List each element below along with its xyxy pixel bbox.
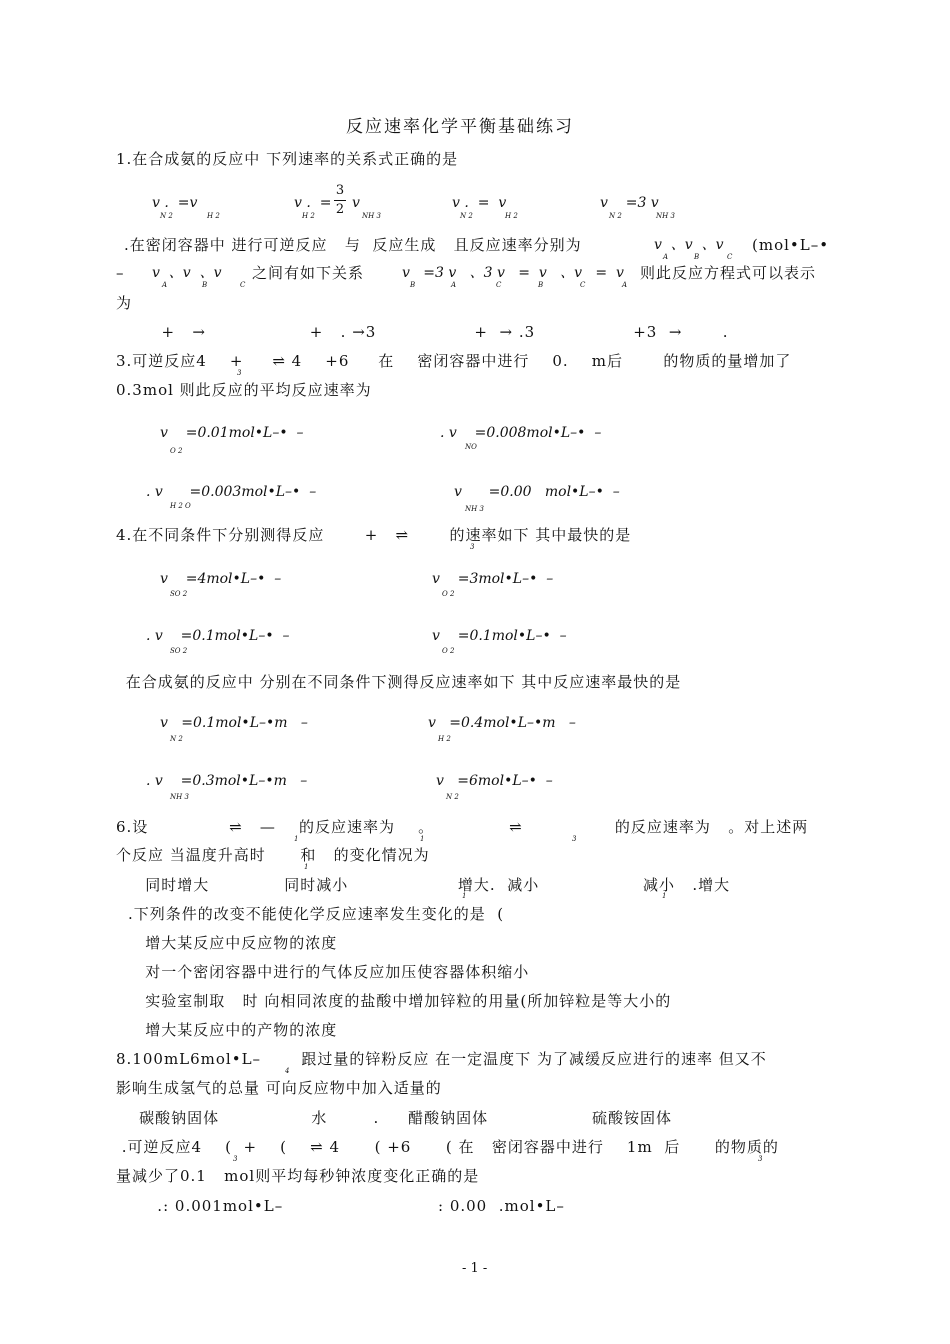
q3-c-sub: H 2 O — [170, 502, 191, 510]
q6-line1-sub2: 1 — [420, 835, 425, 843]
page-number: - 1 - — [462, 1261, 488, 1276]
q6-options: 同时增大 同时减小 增大. 减小 减小 .增大 — [128, 876, 731, 894]
q2-rel-sub-2: A — [451, 281, 457, 289]
q4-option-d: v =0.1mol•L–• – — [432, 628, 567, 644]
q1-option-c: v . = v — [452, 195, 507, 211]
q6-options-sub1: 1 — [462, 892, 467, 900]
q2-line2-sub-c: C — [240, 281, 246, 289]
q9-option-b: : 0.00 .mol•L– — [438, 1197, 565, 1215]
q1-b-frac-den: 2 — [335, 202, 345, 217]
q5-c-sub: NH 3 — [170, 793, 189, 801]
q6-line1: 6.设 ⇌ — 的反应速率为 。 ⇌ 的反应速率为 。对上述两 — [116, 818, 809, 836]
q5-option-a: v =0.1mol•L–•m – — [160, 715, 308, 731]
q7-option-b: 对一个密闭容器中进行的气体反应加压使容器体积缩小 — [128, 963, 530, 981]
q7-stem: .下列条件的改变不能使化学反应速率发生变化的是 ( — [128, 905, 505, 923]
q9-line1-sub1: 3 — [233, 1155, 238, 1163]
q6-line2-sub: 1 — [304, 863, 309, 871]
q5-a-sub: N 2 — [170, 735, 183, 743]
q4-option-a: v =4mol•L–• – — [160, 571, 282, 587]
q1-d-sub2: NH 3 — [656, 212, 675, 220]
q4-c-sub: SO 2 — [170, 647, 188, 655]
q6-options-sub2: 1 — [662, 892, 667, 900]
q3-option-d: v =0.00 mol•L–• – — [454, 484, 620, 500]
q2-line1-sub-b: B — [694, 253, 700, 261]
q5-option-b: v =0.4mol•L–•m – — [428, 715, 576, 731]
q2-line1: .在密闭容器中 进行可逆反应 与 反应生成 且反应速率分别为 — [124, 236, 582, 254]
q2-line2-v: v 、v 、v — [152, 265, 222, 281]
q1-c-sub1: N 2 — [460, 212, 473, 220]
q6-line1-sub3: 3 — [572, 835, 577, 843]
q2-options: + → + . →3 + → .3 +3 → . — [150, 323, 729, 341]
q1-b-frac-num: 3 — [335, 183, 345, 198]
q1-b-v: v — [352, 195, 360, 211]
q2-line2-sub-a: A — [162, 281, 168, 289]
q5-d-sub: N 2 — [446, 793, 459, 801]
q4-d-sub: O 2 — [442, 647, 455, 655]
q5-option-c: . v =0.3mol•L–•m – — [146, 773, 308, 789]
q6-line2: 个反应 当温度升高时 和 的变化情况为 — [116, 846, 430, 864]
q4-stem: 4.在不同条件下分别测得反应 + ⇌ 的速率如下 其中最快的是 — [116, 526, 632, 544]
q4-a-sub: SO 2 — [170, 590, 188, 598]
q2-line1-sub-a: A — [663, 253, 669, 261]
q5-b-sub: H 2 — [438, 735, 451, 743]
q1-stem: 1.在合成氨的反应中 下列速率的关系式正确的是 — [116, 150, 459, 168]
q4-option-b: v =3mol•L–• – — [432, 571, 554, 587]
q1-c-sub2: H 2 — [505, 212, 518, 220]
q3-option-a: v =0.01mol•L–• – — [160, 425, 304, 441]
q2-rel-sub-4: B — [538, 281, 544, 289]
q3-d-sub: NH 3 — [465, 505, 484, 513]
q6-line1-sub1: 1 — [294, 835, 299, 843]
q9-line2: 量减少了0.1 mol则平均每秒钟浓度变化正确的是 — [116, 1167, 480, 1185]
q2-rel-sub-6: A — [622, 281, 628, 289]
q3-line1: 3.可逆反应4 + ⇌ 4 +6 在 密闭容器中进行 0. m后 的物质的量增加了 — [116, 352, 792, 370]
q2-line2-text: 之间有如下关系 — [252, 264, 365, 282]
q5-option-d: v =6mol•L–• – — [436, 773, 553, 789]
q1-b-sub1: H 2 — [302, 212, 315, 220]
q4-option-c: . v =0.1mol•L–• – — [146, 628, 290, 644]
q2-line1-unit: (mol•L–• — [752, 236, 830, 254]
q1-b-sub2: NH 3 — [362, 212, 381, 220]
q9-option-a: .: 0.001mol•L– — [140, 1197, 284, 1215]
q7-option-a: 增大某反应中反应物的浓度 — [128, 934, 338, 952]
q9-line1: .可逆反应4 ( + ( ⇌ 4 ( +6 ( 在 密闭容器中进行 1m 后 的物质的 — [116, 1138, 779, 1156]
q1-a-sub1: N 2 — [160, 212, 173, 220]
q2-rel-sub-1: B — [410, 281, 416, 289]
q2-line2-relation: v =3 v 、3 v = v 、v = v — [402, 265, 624, 281]
q2-line3: 为 — [116, 294, 133, 312]
q3-line2: 0.3mol 则此反应的平均反应速率为 — [116, 381, 372, 399]
q5-stem: 在合成氨的反应中 分别在不同条件下测得反应速率如下 其中反应速率最快的是 — [120, 673, 682, 691]
q9-line1-sub2: 3 — [758, 1155, 763, 1163]
q2-line2-dash: – — [116, 264, 125, 282]
q1-option-a: v . =v — [152, 195, 198, 211]
q8-options: 碳酸钠固体 水 . 醋酸钠固体 硫酸铵固体 — [116, 1109, 672, 1127]
q7-option-d: 增大某反应中的产物的浓度 — [128, 1021, 338, 1039]
q1-a-sub2: H 2 — [207, 212, 220, 220]
q3-b-sub: NO — [465, 443, 477, 451]
q3-option-c: . v =0.003mol•L–• – — [146, 484, 317, 500]
q1-b-frac-bar — [334, 200, 346, 201]
q8-line2: 影响生成氢气的总量 可向反应物中加入适量的 — [116, 1079, 442, 1097]
q3-a-sub: O 2 — [170, 447, 183, 455]
q2-line2-sub-b: B — [202, 281, 208, 289]
q2-line1-v: v 、v 、v — [654, 237, 724, 253]
q1-option-d: v =3 v — [600, 195, 659, 211]
q7-option-c: 实验室制取 时 向相同浓度的盐酸中增加锌粒的用量(所加锌粒是等大小的 — [128, 992, 672, 1010]
q2-line2-end: 则此反应方程式可以表示 — [640, 264, 817, 282]
q4-b-sub: O 2 — [442, 590, 455, 598]
q1-d-sub1: N 2 — [609, 212, 622, 220]
q4-stem-sub: 3 — [470, 543, 475, 551]
q2-rel-sub-5: C — [580, 281, 586, 289]
q2-rel-sub-3: C — [496, 281, 502, 289]
q2-line1-sub-c: C — [727, 253, 733, 261]
q3-line1-sub: 3 — [237, 369, 242, 377]
q1-option-b: v . = — [294, 195, 336, 211]
q8-line1: 8.100mL6mol•L– 跟过量的锌粉反应 在一定温度下 为了减缓反应进行的速率 但又不 — [116, 1050, 767, 1068]
q8-line1-sub: 4 — [285, 1067, 290, 1075]
page-title: 反应速率化学平衡基础练习 — [346, 117, 574, 137]
q3-option-b: . v =0.008mol•L–• – — [440, 425, 602, 441]
